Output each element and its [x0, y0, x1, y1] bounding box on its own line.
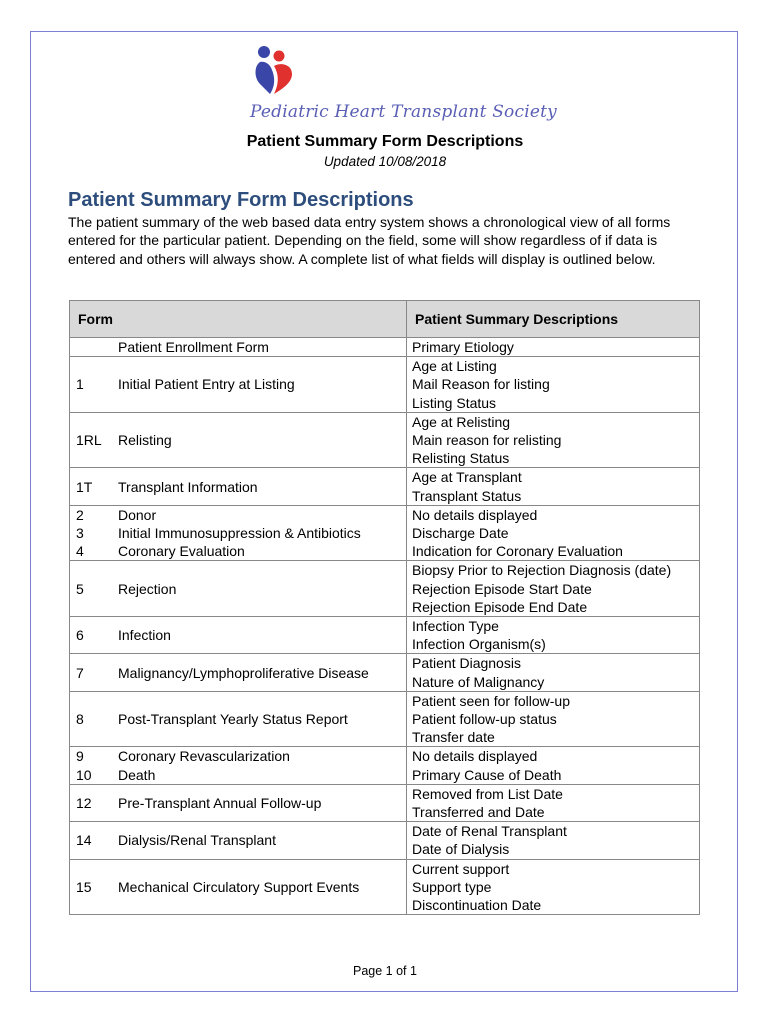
form-name: Dialysis/Renal Transplant — [112, 822, 407, 859]
description-line: Patient follow-up status — [412, 711, 557, 728]
description-line: Primary Cause of Death — [412, 766, 562, 783]
description-line: Age at Relisting — [412, 413, 511, 430]
description-line: Date of Dialysis — [412, 841, 510, 858]
description-line: Removed from List Date — [412, 785, 563, 802]
description-line: No details displayed — [412, 748, 538, 765]
form-descriptions — [407, 412, 700, 468]
table-body — [70, 338, 700, 915]
table-row — [70, 654, 700, 691]
forms-table — [69, 300, 700, 915]
description-line: Patient seen for follow-up — [412, 692, 570, 709]
description-line: Primary Etiology — [412, 339, 514, 355]
description-line: Infection Organism(s) — [412, 636, 546, 653]
form-name: Coronary Evaluation — [112, 542, 407, 561]
form-name: Death — [112, 766, 407, 785]
table-row — [70, 747, 700, 766]
form-name: Transplant Information — [112, 468, 407, 505]
form-descriptions — [407, 784, 700, 821]
form-descriptions — [407, 338, 700, 357]
updated-date: Updated 10/08/2018 — [323, 154, 447, 169]
description-line: Mail Reason for listing — [412, 376, 550, 393]
form-name: Relisting — [112, 412, 407, 468]
column-header-descriptions: Patient Summary Descriptions — [407, 301, 700, 338]
description-line: Rejection Episode End Date — [412, 598, 588, 615]
form-name: Mechanical Circulatory Support Events — [112, 859, 407, 915]
form-descriptions — [407, 357, 700, 413]
description-line: Transplant Status — [412, 487, 522, 504]
table-row — [70, 524, 700, 542]
form-descriptions — [407, 505, 700, 524]
description-line: Transferred and Date — [412, 804, 545, 821]
form-number: 14 — [70, 822, 113, 859]
form-descriptions — [407, 561, 700, 617]
description-line: Relisting Status — [412, 450, 510, 467]
society-logo — [248, 44, 557, 132]
description-line: Current support — [412, 860, 510, 877]
form-name: Donor — [112, 505, 407, 524]
description-line: No details displayed — [412, 506, 538, 523]
table-row — [70, 338, 700, 357]
form-number: 7 — [70, 654, 113, 691]
table-row — [70, 784, 700, 821]
form-number: 2 — [70, 505, 113, 524]
form-number: 9 — [70, 747, 113, 766]
table-header-row — [70, 301, 700, 338]
heart-figures-icon — [250, 44, 310, 104]
description-line: Discharge Date — [412, 525, 509, 542]
form-descriptions — [407, 617, 700, 654]
form-descriptions — [407, 524, 700, 542]
form-name: Post-Transplant Yearly Status Report — [112, 691, 407, 747]
form-number: 8 — [70, 691, 113, 747]
form-name: Pre-Transplant Annual Follow-up — [112, 784, 407, 821]
form-descriptions — [407, 766, 700, 785]
section-heading: Patient Summary Form Descriptions — [68, 189, 414, 211]
form-name: Patient Enrollment Form — [112, 338, 407, 357]
form-descriptions — [407, 654, 700, 691]
form-descriptions — [407, 822, 700, 859]
form-descriptions — [407, 859, 700, 915]
form-descriptions — [407, 747, 700, 766]
form-number: 10 — [70, 766, 113, 785]
table-row — [70, 357, 700, 413]
form-number: 4 — [70, 542, 113, 561]
description-line: Rejection Episode Start Date — [412, 580, 592, 597]
description-line: Nature of Malignancy — [412, 673, 545, 690]
description-line: Listing Status — [412, 394, 497, 411]
description-line: Date of Renal Transplant — [412, 823, 567, 840]
table-row — [70, 505, 700, 524]
description-line: Support type — [412, 878, 492, 895]
table-row — [70, 691, 700, 747]
description-line: Age at Transplant — [412, 469, 522, 486]
description-line: Indication for Coronary Evaluation — [412, 543, 623, 560]
form-name: Initial Patient Entry at Listing — [112, 357, 407, 413]
form-number: 1T — [70, 468, 113, 505]
description-line: Main reason for relisting — [412, 432, 562, 449]
form-number: 3 — [70, 524, 113, 542]
description-line: Biopsy Prior to Rejection Diagnosis (date) — [412, 562, 672, 579]
form-number: 12 — [70, 784, 113, 821]
form-descriptions — [407, 691, 700, 747]
document-title: Patient Summary Form Descriptions — [246, 133, 524, 150]
description-line: Infection Type — [412, 618, 499, 635]
table-row — [70, 859, 700, 915]
page-number: Page 1 of 1 — [353, 964, 417, 978]
intro-paragraph: The patient summary of the web based data entry system shows a chronological view of all forms entered for the particular patient. Depending on the field, some will show regardless of if data is entered and others will always show. A complete list of what fields will display is outlined below. — [68, 214, 671, 267]
column-header-form: Form — [70, 301, 407, 338]
description-line: Transfer date — [412, 729, 495, 746]
form-name: Initial Immunosuppression & Antibiotics — [112, 524, 407, 542]
table-row — [70, 561, 700, 617]
form-descriptions — [407, 468, 700, 505]
form-name: Coronary Revascularization — [112, 747, 407, 766]
table-row — [70, 412, 700, 468]
table-row — [70, 766, 700, 785]
description-line: Discontinuation Date — [412, 897, 542, 914]
society-name: Pediatric Heart Transplant Society — [250, 102, 557, 122]
description-line: Age at Listing — [412, 358, 497, 375]
form-number: 15 — [70, 859, 113, 915]
form-number: 5 — [70, 561, 113, 617]
table-row — [70, 822, 700, 859]
description-line: Patient Diagnosis — [412, 655, 521, 672]
form-name: Malignancy/Lymphoproliferative Disease — [112, 654, 407, 691]
form-descriptions — [407, 542, 700, 561]
form-name: Rejection — [112, 561, 407, 617]
form-number: 1RL — [70, 412, 113, 468]
table-row — [70, 542, 700, 561]
form-number — [70, 338, 113, 357]
table-row — [70, 468, 700, 505]
form-number: 6 — [70, 617, 113, 654]
table-row — [70, 617, 700, 654]
form-name: Infection — [112, 617, 407, 654]
form-number: 1 — [70, 357, 113, 413]
